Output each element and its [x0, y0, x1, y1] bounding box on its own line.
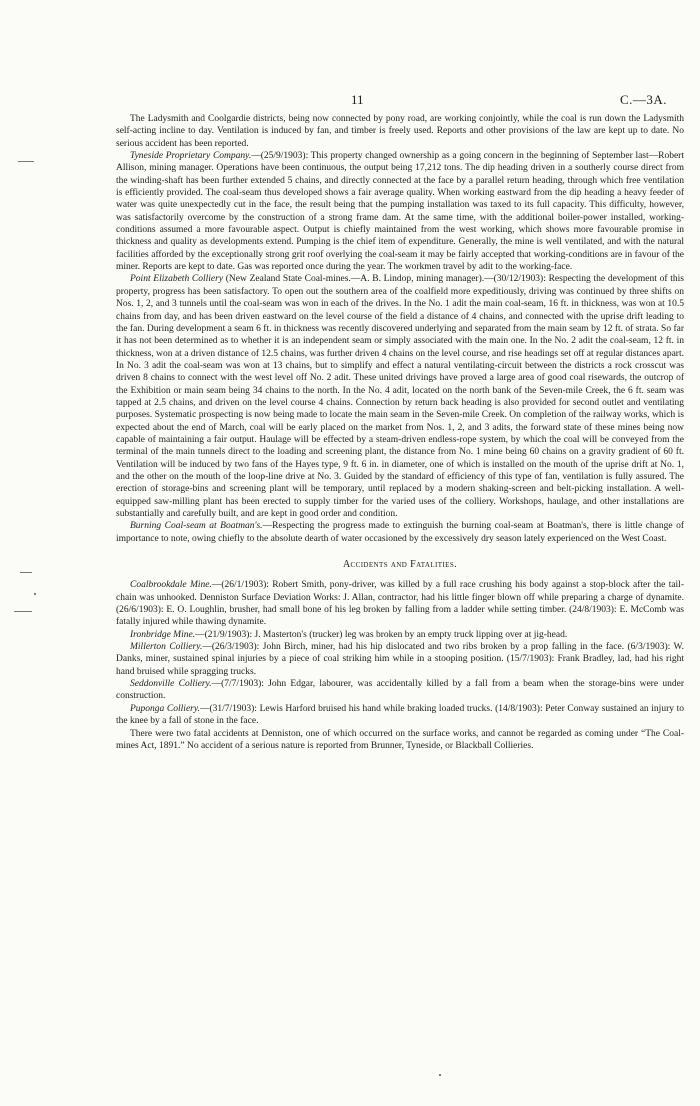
- page-speck: [439, 1074, 441, 1076]
- accident-text: —(7/7/1903): John Edgar, labourer, was accidentally killed by a fall from a beam when the storage-bins were under construction.: [116, 679, 684, 702]
- paragraph-text: —(25/9/1903): This property changed ownership as a going concern in the beginning of September last—Robert Allison, mining manager. Operations have been continuous, the output being 17,212 tons. The dip heading driven in a southerly course direct from the winding-shaft has been further extended 5 chains, and directly connected at the face by a parallel return heading, through which free ventilation is efficiently provided. The coal-seam thus developed shows a fair average quality. When working eastward from the dip heading a heavy feeder of water was quite unexpectedly cut in the face, the result being that the pumping installation was taxed to its full capacity. This difficulty, however, was satisfactorily overcome by the construction of a strong frame dam. At the same time, with the additional boiler-power installed, working-conditions assumed a more favourable aspect. Output is chiefly maintained from the west working, which shows more favourable promise in thickness and quality as developments extend. Pumping is the chief item of expenditure. Generally, the mine is well ventilated, and with the natural facilities afforded by the exceptionally strong grit roof overlying the coal-seam it may be fairly accepted that working-conditions are in favour of the miner. Reports are kept to date. Gas was reported once during the year. The workmen travel by adit to the working-face.: [116, 151, 684, 273]
- accident-lead: Puponga Colliery.: [130, 703, 200, 714]
- paragraph-tyneside: [116, 150, 684, 273]
- paragraph-text: The Ladysmith and Coolgardie districts, being now connected by pony road, are working conjointly, while the coal is run down the Ladysmith self-acting incline to day. Ventilation is induced by fan, and timber is freely used. Reports and other provisions of the law are kept up to date. No serious accident has been reported.: [116, 114, 684, 149]
- accident-lead: Coalbrookdale Mine.: [130, 580, 212, 591]
- paragraph-lead: Burning Coal-seam at Boatman's.: [130, 521, 263, 532]
- accident-lead: Millerton Colliery.: [130, 642, 203, 653]
- margin-mark: [20, 572, 32, 573]
- page-number: 11: [351, 92, 364, 107]
- paragraph-burning-seam: [116, 520, 684, 545]
- accident-summary: [116, 728, 684, 753]
- document-reference: C.—3A.: [620, 92, 668, 107]
- section-heading: Accidents and Fatalities.: [342, 559, 458, 571]
- margin-mark: [14, 611, 32, 612]
- margin-dot: [34, 593, 36, 595]
- accident-seddonville: [116, 678, 684, 703]
- accident-text: There were two fatal accidents at Denniston, one of which occurred on the surface works, and cannot be regarded as coming under “The Coal-mines Act, 1891.” No accident of a serious nature is reported from Brunner, Tyneside, or Blackball Collieries.: [116, 728, 684, 751]
- paragraph-lead: Tyneside Proprietary Company.: [130, 151, 252, 162]
- accident-text: —(21/9/1903): J. Masterton's (trucker) leg was broken by an empty truck lipping over at jig-head.: [195, 629, 568, 640]
- accident-text: —(26/1/1903): Robert Smith, pony-driver, was killed by a full race crushing his body against a stop-block after the tail-chain was unhooked. Denniston Surface Deviation Works: J. Allan, contractor, had his little finger blown off while preparing a charge of dynamite. (26/6/1903): E. O. Loughlin, brusher, had small bone of his leg broken by falling from a ladder while setting timber. (24/8/1903): E. McComb was fatally injured while thawing dynamite.: [116, 580, 684, 628]
- accident-lead: Ironbridge Mine.: [130, 629, 196, 640]
- report-body: [116, 113, 684, 752]
- accident-text: —(31/7/1903): Lewis Harford bruised his hand while braking loaded trucks. (14/8/1903): Peter Conway sustained an injury to the knee by a fall of stone in the face.: [116, 703, 685, 727]
- paragraph-lead: Point Elizabeth Colliery: [130, 274, 224, 285]
- accident-lead: Seddonville Colliery.: [130, 679, 212, 690]
- paragraph-ladysmith: [116, 113, 684, 150]
- paragraph-point-elizabeth: [116, 273, 684, 520]
- accident-coalbrookdale: [116, 579, 684, 628]
- accident-ironbridge: [116, 629, 684, 641]
- paragraph-text: (New Zealand State Coal-mines.—A. B. Lindop, mining manager).—(30/12/1903): Respecting the development of this property, progress has been satisfactory. To open out the southern area of the coalfield more expeditiously, driving was continued by three shifts on Nos. 1, 2, and 3 tunnels until the coal-seam was won in each of the drives. In the No. 1 adit the main coal-seam, 16 ft. in thickness, was won at 10.5 chains from day, and has been driven eastward on the level course of the field a distance of 4 chains, and connected with the uprise drift leading to the fan. During development a seam 6 ft. in thickness was recently discovered underlying and separated from the main seam by 12 ft. of strata. So far it has not been determined as to whether it is an independent seam or simply associated with the main one. In the No. 2 adit the coal-seam, 12 ft. in thickness, won at a driven distance of 12.5 chains, was further driven 4 chains on the level course, and rise headings set off at regular distances apart. In No. 3 adit the coal-seam was won at 13 chains, but to simplify and effect a natural ventilating-circuit between the districts a rock crosscut was driven 8 chains to connect with the west level off No. 2 adit. These united drivings have proved a large area of good coal risewards, the outcrop of the Exhibition or main seam being 34 chains to the north. In the No. 4 adit, located on the north bank of the Seven-mile Creek, the 6 ft. seam was tapped at 2.5 chains, and driven on the level course 4 chains. Connection by return back heading is also provided for second outlet and ventilating purposes. Systematic prospecting is now being made to locate the main seam in the Seven-mile Creek. On completion of the railway works, which is expected about the end of March, coal will be early placed on the market from Nos. 1, 2, and 3 adits, the forward state of these mines being now capable of maintaining a fair output. Haulage will be effected by a steam-driven endless-rope system, by which the coal will be conveyed from the terminal of the main tunnels direct to the loading and screening plant, the distance from No. 1 mine being 60 chains on a gravity gradient of 60 ft. Ventilation will be induced by two fans of the Hayes type, 9 ft. 6 in. in diameter, one of which is installed on the mouth of the uprise drift at No. 1, and the other on the mouth of the loop-line drive at No. 3. Guided by the standard of efficiency of this type of fan, ventilation is fully assured. The erection of storage-bins and screening plant will be temporary, until replaced by a modern shaking-screen and belt-picking installation. A well-equipped saw-milling plant has been erected to supply timber for the varied uses of the colliery. Workshops, haulage, and other installations are substantially and carefully built, and are kept in good order and condition.: [116, 274, 684, 519]
- paragraph-text: —Respecting the progress made to extinguish the burning coal-seam at Boatman's, there is little change of importance to note, owing chiefly to the absolute dearth of water occasioned by the excessively dry season lately experienced on the West Coast.: [116, 521, 685, 544]
- margin-mark: [18, 161, 34, 162]
- accident-millerton: [116, 641, 684, 678]
- page-header: [0, 92, 700, 108]
- accident-text: —(26/3/1903): John Birch, miner, had his hip dislocated and two ribs broken by a prop falling in the face. (6/3/1903): W. Danks, miner, sustained spinal injuries by a piece of coal striking him while in a stooping position. (15/7/1903): Frank Bradley, lad, had his right hand bruised while spragging trucks.: [116, 642, 684, 677]
- accident-puponga: [116, 703, 684, 728]
